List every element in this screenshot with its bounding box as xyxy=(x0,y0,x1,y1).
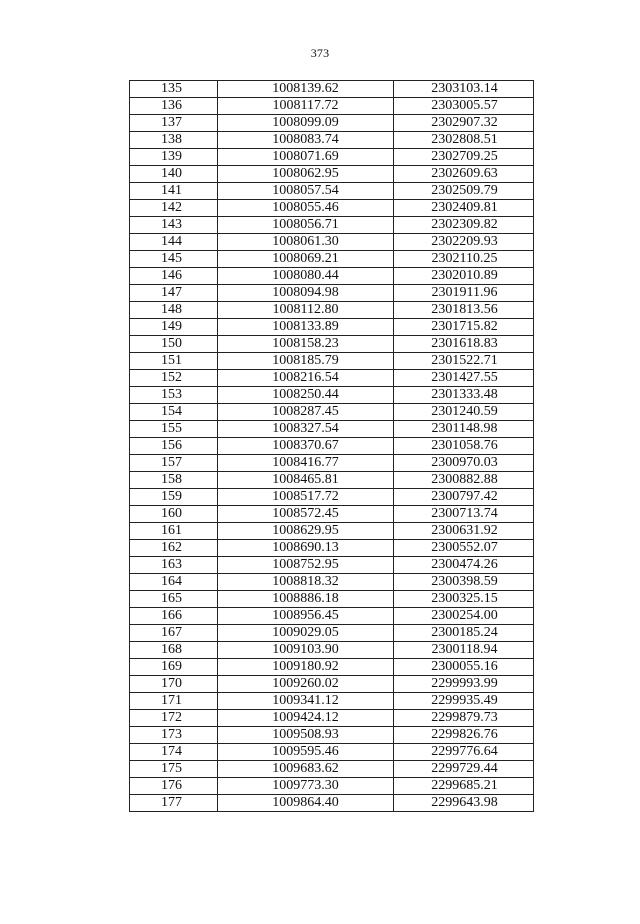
y-coordinate-cell: 2300118.94 xyxy=(394,642,534,659)
y-coordinate-cell: 2301427.55 xyxy=(394,370,534,387)
y-coordinate-cell: 2303005.57 xyxy=(394,98,534,115)
y-coordinate-cell: 2300797.42 xyxy=(394,489,534,506)
y-coordinate-cell: 2301333.48 xyxy=(394,387,534,404)
y-coordinate-cell: 2302808.51 xyxy=(394,132,534,149)
point-number-cell: 166 xyxy=(130,608,218,625)
x-coordinate-cell: 1008071.69 xyxy=(218,149,394,166)
table-row xyxy=(130,761,534,778)
y-coordinate-cell: 2301715.82 xyxy=(394,319,534,336)
point-number-cell: 153 xyxy=(130,387,218,404)
y-coordinate-cell: 2301911.96 xyxy=(394,285,534,302)
x-coordinate-cell: 1009180.92 xyxy=(218,659,394,676)
table-row xyxy=(130,591,534,608)
y-coordinate-cell: 2302110.25 xyxy=(394,251,534,268)
y-coordinate-cell: 2301618.83 xyxy=(394,336,534,353)
table-row xyxy=(130,166,534,183)
table-row xyxy=(130,285,534,302)
table-row xyxy=(130,387,534,404)
point-number-cell: 160 xyxy=(130,506,218,523)
y-coordinate-cell: 2302309.82 xyxy=(394,217,534,234)
y-coordinate-cell: 2299776.64 xyxy=(394,744,534,761)
x-coordinate-cell: 1008629.95 xyxy=(218,523,394,540)
x-coordinate-cell: 1009424.12 xyxy=(218,710,394,727)
y-coordinate-cell: 2300631.92 xyxy=(394,523,534,540)
point-number-cell: 161 xyxy=(130,523,218,540)
point-number-cell: 155 xyxy=(130,421,218,438)
point-number-cell: 151 xyxy=(130,353,218,370)
point-number-cell: 152 xyxy=(130,370,218,387)
table-row xyxy=(130,370,534,387)
table-row xyxy=(130,608,534,625)
x-coordinate-cell: 1008061.30 xyxy=(218,234,394,251)
table-row xyxy=(130,727,534,744)
x-coordinate-cell: 1008117.72 xyxy=(218,98,394,115)
table-row xyxy=(130,693,534,710)
x-coordinate-cell: 1009864.40 xyxy=(218,795,394,812)
y-coordinate-cell: 2302609.63 xyxy=(394,166,534,183)
table-row xyxy=(130,234,534,251)
x-coordinate-cell: 1008158.23 xyxy=(218,336,394,353)
coordinates-table-body xyxy=(130,81,534,812)
x-coordinate-cell: 1008057.54 xyxy=(218,183,394,200)
y-coordinate-cell: 2303103.14 xyxy=(394,81,534,98)
point-number-cell: 173 xyxy=(130,727,218,744)
table-row xyxy=(130,353,534,370)
x-coordinate-cell: 1008080.44 xyxy=(218,268,394,285)
table-row xyxy=(130,404,534,421)
table-row xyxy=(130,574,534,591)
point-number-cell: 136 xyxy=(130,98,218,115)
table-row xyxy=(130,132,534,149)
x-coordinate-cell: 1008327.54 xyxy=(218,421,394,438)
table-row xyxy=(130,149,534,166)
y-coordinate-cell: 2301522.71 xyxy=(394,353,534,370)
y-coordinate-cell: 2301813.56 xyxy=(394,302,534,319)
y-coordinate-cell: 2299685.21 xyxy=(394,778,534,795)
x-coordinate-cell: 1008112.80 xyxy=(218,302,394,319)
x-coordinate-cell: 1008517.72 xyxy=(218,489,394,506)
point-number-cell: 169 xyxy=(130,659,218,676)
y-coordinate-cell: 2300882.88 xyxy=(394,472,534,489)
y-coordinate-cell: 2300254.00 xyxy=(394,608,534,625)
table-row xyxy=(130,625,534,642)
x-coordinate-cell: 1009029.05 xyxy=(218,625,394,642)
point-number-cell: 146 xyxy=(130,268,218,285)
x-coordinate-cell: 1008133.89 xyxy=(218,319,394,336)
point-number-cell: 140 xyxy=(130,166,218,183)
point-number-cell: 144 xyxy=(130,234,218,251)
point-number-cell: 138 xyxy=(130,132,218,149)
y-coordinate-cell: 2300185.24 xyxy=(394,625,534,642)
y-coordinate-cell: 2302509.79 xyxy=(394,183,534,200)
point-number-cell: 170 xyxy=(130,676,218,693)
point-number-cell: 174 xyxy=(130,744,218,761)
x-coordinate-cell: 1008056.71 xyxy=(218,217,394,234)
x-coordinate-cell: 1008216.54 xyxy=(218,370,394,387)
point-number-cell: 163 xyxy=(130,557,218,574)
point-number-cell: 176 xyxy=(130,778,218,795)
y-coordinate-cell: 2300325.15 xyxy=(394,591,534,608)
table-row xyxy=(130,642,534,659)
point-number-cell: 149 xyxy=(130,319,218,336)
point-number-cell: 147 xyxy=(130,285,218,302)
y-coordinate-cell: 2300713.74 xyxy=(394,506,534,523)
y-coordinate-cell: 2302409.81 xyxy=(394,200,534,217)
table-row xyxy=(130,778,534,795)
x-coordinate-cell: 1008250.44 xyxy=(218,387,394,404)
x-coordinate-cell: 1008185.79 xyxy=(218,353,394,370)
point-number-cell: 165 xyxy=(130,591,218,608)
y-coordinate-cell: 2300055.16 xyxy=(394,659,534,676)
table-row xyxy=(130,336,534,353)
table-row xyxy=(130,506,534,523)
table-row xyxy=(130,183,534,200)
table-row xyxy=(130,438,534,455)
x-coordinate-cell: 1008055.46 xyxy=(218,200,394,217)
x-coordinate-cell: 1008099.09 xyxy=(218,115,394,132)
y-coordinate-cell: 2300398.59 xyxy=(394,574,534,591)
x-coordinate-cell: 1008062.95 xyxy=(218,166,394,183)
y-coordinate-cell: 2301058.76 xyxy=(394,438,534,455)
point-number-cell: 148 xyxy=(130,302,218,319)
point-number-cell: 150 xyxy=(130,336,218,353)
point-number-cell: 175 xyxy=(130,761,218,778)
y-coordinate-cell: 2299643.98 xyxy=(394,795,534,812)
table-row xyxy=(130,710,534,727)
point-number-cell: 143 xyxy=(130,217,218,234)
table-row xyxy=(130,472,534,489)
table-row xyxy=(130,268,534,285)
table-row xyxy=(130,251,534,268)
point-number-cell: 167 xyxy=(130,625,218,642)
y-coordinate-cell: 2302907.32 xyxy=(394,115,534,132)
x-coordinate-cell: 1009103.90 xyxy=(218,642,394,659)
point-number-cell: 172 xyxy=(130,710,218,727)
x-coordinate-cell: 1009260.02 xyxy=(218,676,394,693)
x-coordinate-cell: 1008752.95 xyxy=(218,557,394,574)
point-number-cell: 142 xyxy=(130,200,218,217)
x-coordinate-cell: 1008416.77 xyxy=(218,455,394,472)
table-row xyxy=(130,540,534,557)
table-row xyxy=(130,744,534,761)
x-coordinate-cell: 1009341.12 xyxy=(218,693,394,710)
y-coordinate-cell: 2301240.59 xyxy=(394,404,534,421)
point-number-cell: 154 xyxy=(130,404,218,421)
point-number-cell: 164 xyxy=(130,574,218,591)
point-number-cell: 156 xyxy=(130,438,218,455)
table-row xyxy=(130,115,534,132)
x-coordinate-cell: 1008069.21 xyxy=(218,251,394,268)
x-coordinate-cell: 1008287.45 xyxy=(218,404,394,421)
table-row xyxy=(130,81,534,98)
table-row xyxy=(130,523,534,540)
x-coordinate-cell: 1009773.30 xyxy=(218,778,394,795)
point-number-cell: 177 xyxy=(130,795,218,812)
y-coordinate-cell: 2302709.25 xyxy=(394,149,534,166)
point-number-cell: 137 xyxy=(130,115,218,132)
x-coordinate-cell: 1008083.74 xyxy=(218,132,394,149)
x-coordinate-cell: 1008572.45 xyxy=(218,506,394,523)
y-coordinate-cell: 2300552.07 xyxy=(394,540,534,557)
table-row xyxy=(130,676,534,693)
table-row xyxy=(130,217,534,234)
y-coordinate-cell: 2302010.89 xyxy=(394,268,534,285)
point-number-cell: 135 xyxy=(130,81,218,98)
y-coordinate-cell: 2301148.98 xyxy=(394,421,534,438)
x-coordinate-cell: 1008886.18 xyxy=(218,591,394,608)
x-coordinate-cell: 1008465.81 xyxy=(218,472,394,489)
table-row xyxy=(130,489,534,506)
table-row xyxy=(130,302,534,319)
point-number-cell: 157 xyxy=(130,455,218,472)
point-number-cell: 145 xyxy=(130,251,218,268)
x-coordinate-cell: 1008690.13 xyxy=(218,540,394,557)
x-coordinate-cell: 1009683.62 xyxy=(218,761,394,778)
y-coordinate-cell: 2299935.49 xyxy=(394,693,534,710)
y-coordinate-cell: 2299826.76 xyxy=(394,727,534,744)
x-coordinate-cell: 1008094.98 xyxy=(218,285,394,302)
table-row xyxy=(130,319,534,336)
point-number-cell: 171 xyxy=(130,693,218,710)
point-number-cell: 141 xyxy=(130,183,218,200)
x-coordinate-cell: 1009595.46 xyxy=(218,744,394,761)
y-coordinate-cell: 2300474.26 xyxy=(394,557,534,574)
y-coordinate-cell: 2299879.73 xyxy=(394,710,534,727)
table-row xyxy=(130,98,534,115)
page-number: 373 xyxy=(310,46,330,60)
y-coordinate-cell: 2299729.44 xyxy=(394,761,534,778)
table-row xyxy=(130,659,534,676)
y-coordinate-cell: 2299993.99 xyxy=(394,676,534,693)
table-row xyxy=(130,200,534,217)
y-coordinate-cell: 2300970.03 xyxy=(394,455,534,472)
x-coordinate-cell: 1008956.45 xyxy=(218,608,394,625)
x-coordinate-cell: 1008370.67 xyxy=(218,438,394,455)
x-coordinate-cell: 1008818.32 xyxy=(218,574,394,591)
table-row xyxy=(130,795,534,812)
table-row xyxy=(130,421,534,438)
x-coordinate-cell: 1009508.93 xyxy=(218,727,394,744)
coordinates-table xyxy=(129,80,534,812)
point-number-cell: 162 xyxy=(130,540,218,557)
point-number-cell: 139 xyxy=(130,149,218,166)
y-coordinate-cell: 2302209.93 xyxy=(394,234,534,251)
point-number-cell: 168 xyxy=(130,642,218,659)
table-row xyxy=(130,455,534,472)
table-row xyxy=(130,557,534,574)
x-coordinate-cell: 1008139.62 xyxy=(218,81,394,98)
point-number-cell: 158 xyxy=(130,472,218,489)
point-number-cell: 159 xyxy=(130,489,218,506)
